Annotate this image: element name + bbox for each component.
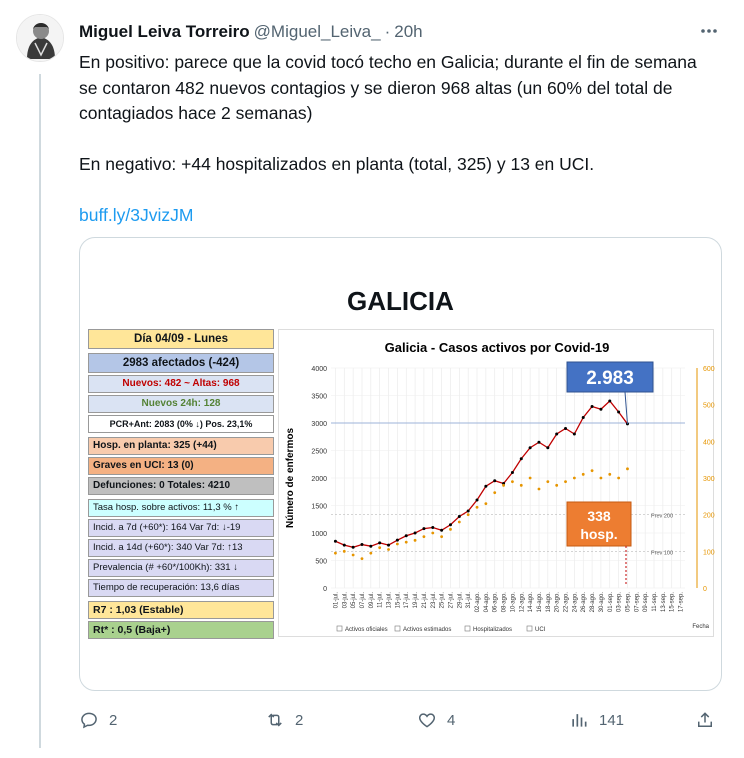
chart-svg — [279, 330, 715, 638]
hosp-point — [405, 541, 408, 544]
like-count: 4 — [447, 711, 456, 729]
y-tick-label: 1500 — [311, 503, 327, 511]
activos-point — [582, 416, 585, 419]
activos-point — [334, 540, 337, 543]
y-tick-label: 2500 — [311, 448, 327, 456]
activos-point — [360, 543, 363, 546]
x-tick-label: 04-ago. — [483, 592, 490, 613]
x-tick-label: 15-sep. — [669, 592, 676, 613]
afectados-box: 2983 afectados (-424) — [88, 353, 274, 373]
hosp-point — [573, 477, 576, 480]
x-tick-label: 24-ago. — [572, 592, 579, 613]
analytics-icon — [569, 710, 589, 730]
share-icon — [695, 710, 715, 730]
hosp-point — [343, 550, 346, 553]
reply-count: 2 — [109, 711, 118, 729]
activos-point — [511, 471, 514, 474]
legend-label: Activos estimados — [403, 627, 452, 633]
x-tick-label: 27-jul. — [448, 592, 455, 609]
prev100-label: Prev 100 — [650, 550, 673, 557]
x-tick-label: 18-ago. — [545, 592, 552, 613]
activos-point — [405, 534, 408, 537]
action-bar — [79, 706, 719, 734]
hosp-point — [352, 554, 355, 557]
tasa-box: Tasa hosp. sobre activos: 11,3 % ↑ — [88, 499, 274, 517]
share-button[interactable] — [695, 710, 715, 730]
y2-tick-label: 200 — [703, 512, 715, 520]
y2-tick-label: 0 — [703, 586, 707, 593]
activos-point — [564, 427, 567, 430]
hosp-callout-unit: hosp. — [580, 526, 618, 542]
hosp-point — [449, 528, 452, 531]
chart-title: Galicia - Casos activos por Covid-19 — [384, 340, 610, 355]
activos-point — [467, 510, 470, 513]
hosp-point — [582, 473, 585, 476]
hosp-point — [334, 552, 337, 555]
y-tick-label: 3000 — [311, 421, 327, 428]
incid14-box: Incid. a 14d (+60*): 340 Var 7d: ↑13 — [88, 539, 274, 557]
reply-icon — [79, 710, 99, 730]
hosp-point — [529, 477, 532, 480]
hosp-point — [369, 552, 372, 555]
graves-uci-box: Graves en UCI: 13 (0) — [88, 457, 274, 475]
defunciones-box: Defunciones: 0 Totales: 4210 — [88, 477, 274, 495]
y-tick-label: 2000 — [311, 476, 327, 483]
x-tick-label: 31-jul. — [466, 592, 473, 609]
x-tick-label: 25-jul. — [439, 592, 446, 609]
x-tick-label: 10-ago. — [510, 592, 517, 613]
x-tick-label: 02-ago. — [475, 592, 482, 613]
hosp-point — [423, 535, 426, 538]
activos-point — [608, 400, 611, 403]
hosp-point — [476, 506, 479, 509]
activos-point — [555, 433, 558, 436]
rt-box: Rt* : 0,5 (Baja+) — [88, 621, 274, 639]
y2-tick-label: 400 — [703, 439, 715, 447]
activos-point — [352, 546, 355, 549]
pcr-box: PCR+Ant: 2083 (0% ↓) Pos. 23,1% — [88, 415, 274, 433]
hosp-point — [467, 513, 470, 516]
hosp-point — [538, 488, 541, 491]
x-tick-label: 03-jul. — [342, 592, 349, 609]
activos-point — [529, 446, 532, 449]
legend-checkbox — [527, 626, 532, 631]
legend-label: Activos oficiales — [345, 627, 388, 633]
nuevos-altas-box: Nuevos: 482 ~ Altas: 968 — [88, 375, 274, 393]
y2-tick-label: 600 — [703, 366, 715, 373]
avatar[interactable] — [16, 14, 64, 62]
hosp-point — [502, 484, 505, 487]
retweet-button[interactable] — [265, 710, 417, 730]
activos-point — [591, 405, 594, 408]
y-axis-label: Número de enfermos — [285, 427, 296, 529]
active-callout-value: 2.983 — [586, 368, 634, 389]
more-dots-icon — [699, 21, 719, 41]
active-cases-chart — [278, 329, 714, 637]
activos-point — [458, 515, 461, 518]
x-tick-label: 20-ago. — [554, 592, 561, 613]
hosp-point — [431, 532, 434, 535]
activos-point — [520, 457, 523, 460]
x-tick-label: 03-sep. — [616, 592, 623, 613]
activos-point — [431, 526, 434, 529]
x-tick-label: 08-ago. — [501, 592, 508, 613]
activos-point — [343, 544, 346, 547]
activos-point — [617, 411, 620, 414]
activos-point — [369, 545, 372, 548]
y-tick-label: 0 — [323, 586, 327, 593]
legend-checkbox — [465, 626, 470, 631]
heart-icon — [417, 710, 437, 730]
activos-point — [378, 541, 381, 544]
hosp-point — [608, 473, 611, 476]
avatar-sketch-icon — [17, 15, 64, 62]
hosp-point — [396, 543, 399, 546]
author-handle[interactable]: @Miguel_Leiva_ — [253, 22, 381, 41]
x-tick-label: 13-sep. — [660, 592, 667, 613]
x-tick-label: 11-sep. — [652, 592, 659, 612]
activos-point — [449, 523, 452, 526]
x-tick-label: 01-sep. — [607, 592, 614, 613]
incid7-box: Incid. a 7d (+60*): 164 Var 7d: ↓-19 — [88, 519, 274, 537]
hosp-point — [493, 491, 496, 494]
retweet-count: 2 — [295, 711, 304, 729]
hosp-point — [387, 548, 390, 551]
active-callout-pointer — [625, 392, 627, 424]
x-tick-label: 16-ago. — [536, 592, 543, 613]
y-tick-label: 3500 — [311, 393, 327, 401]
x-tick-label: 21-jul. — [421, 592, 428, 609]
separator: · — [384, 22, 391, 41]
activos-point — [599, 408, 602, 411]
x-tick-label: 14-ago. — [528, 592, 535, 613]
recuperacion-box: Tiempo de recuperación: 13,6 días — [88, 579, 274, 597]
hosp-point — [484, 502, 487, 505]
hosp-point — [378, 546, 381, 549]
legend-checkbox — [395, 626, 400, 631]
y-tick-label: 4000 — [311, 366, 327, 373]
x-tick-label: 13-jul. — [386, 592, 393, 609]
timestamp[interactable]: 20h — [394, 22, 423, 41]
hosp-point — [626, 467, 629, 470]
views-button[interactable] — [569, 710, 695, 730]
activos-point — [387, 544, 390, 547]
legend-label: UCI — [535, 627, 546, 633]
x-tick-label: 01-jul. — [333, 592, 340, 609]
hosp-point — [591, 469, 594, 472]
x-tick-label: 09-sep. — [643, 592, 650, 613]
activos-point — [537, 441, 540, 444]
author-name[interactable]: Miguel Leiva Torreiro — [79, 22, 250, 41]
hosp-point — [414, 539, 417, 542]
x-tick-label: 05-jul. — [351, 592, 358, 609]
x-tick-label: 23-jul. — [430, 592, 437, 609]
y2-tick-label: 100 — [703, 549, 715, 557]
x-tick-label: 17-sep. — [678, 592, 685, 613]
tweet-header — [79, 20, 724, 44]
tweet-link[interactable]: buff.ly/3JvizJM — [79, 205, 194, 225]
tweet-text — [79, 50, 719, 254]
prevalencia-box: Prevalencia (# +60*/100Kh): 331 ↓ — [88, 559, 274, 577]
legend-checkbox — [337, 626, 342, 631]
hosp-planta-box: Hosp. en planta: 325 (+44) — [88, 437, 274, 455]
prev200-label: Prev 200 — [650, 513, 673, 520]
media-card[interactable] — [79, 237, 722, 691]
x-tick-label: 22-ago. — [563, 592, 570, 613]
activos-point — [414, 532, 417, 535]
tweet-paragraph-2: En negativo: +44 hospitalizados en planta (total, 325) y 13 en UCI. — [79, 154, 595, 174]
hosp-point — [440, 535, 443, 538]
r7-box: R7 : 1,03 (Estable) — [88, 601, 274, 619]
y2-tick-label: 300 — [703, 476, 715, 483]
like-button[interactable] — [417, 710, 569, 730]
x-tick-label: 19-jul. — [413, 592, 420, 609]
x-tick-label: 07-sep. — [634, 592, 641, 613]
activos-point — [476, 499, 479, 502]
hosp-callout-value: 338 — [587, 508, 611, 524]
activos-point — [396, 539, 399, 542]
hosp-point — [458, 521, 461, 524]
x-axis-label: Fecha — [692, 624, 709, 630]
x-tick-label: 09-jul. — [368, 592, 375, 609]
hosp-point — [361, 557, 364, 560]
more-options-button[interactable] — [698, 20, 720, 42]
y2-tick-label: 500 — [703, 402, 715, 410]
hosp-point — [511, 480, 514, 483]
activos-point — [484, 485, 487, 488]
x-tick-label: 26-ago. — [581, 592, 588, 613]
x-tick-label: 11-jul. — [377, 592, 384, 608]
x-tick-label: 29-jul. — [457, 592, 464, 609]
stats-panel — [88, 329, 274, 641]
activos-point — [546, 446, 549, 449]
tweet-paragraph-1: En positivo: parece que la covid tocó techo en Galicia; durante el fin de semana se contaron 482 nuevos contagios y se dieron 968 altas (un 60% del total de contagiados hace 2 semanas) — [79, 52, 697, 123]
thread-line — [39, 74, 41, 748]
activos-point — [422, 527, 425, 530]
activos-point — [440, 529, 443, 532]
x-tick-label: 17-jul. — [404, 592, 411, 609]
reply-button[interactable] — [79, 710, 265, 730]
hosp-point — [617, 477, 620, 480]
views-count: 141 — [599, 711, 625, 729]
day-box: Día 04/09 - Lunes — [88, 329, 274, 349]
hosp-point — [600, 477, 603, 480]
x-tick-label: 28-ago. — [590, 592, 597, 613]
card-title: GALICIA — [347, 286, 454, 316]
hosp-point — [555, 484, 558, 487]
activos-point — [493, 479, 496, 482]
legend-label: Hospitalizados — [473, 627, 513, 633]
x-tick-label: 06-ago. — [492, 592, 499, 613]
hosp-point — [564, 480, 567, 483]
y-tick-label: 500 — [315, 558, 327, 566]
hosp-point — [546, 480, 549, 483]
x-tick-label: 05-sep. — [625, 592, 632, 613]
y-tick-label: 1000 — [311, 531, 327, 538]
nuevos24-box: Nuevos 24h: 128 — [88, 395, 274, 413]
retweet-icon — [265, 710, 285, 730]
x-tick-label: 07-jul. — [359, 592, 366, 609]
x-tick-label: 12-ago. — [519, 592, 526, 613]
activos-point — [573, 433, 576, 436]
x-tick-label: 15-jul. — [395, 592, 402, 609]
hosp-point — [520, 484, 523, 487]
x-tick-label: 30-ago. — [598, 592, 605, 613]
